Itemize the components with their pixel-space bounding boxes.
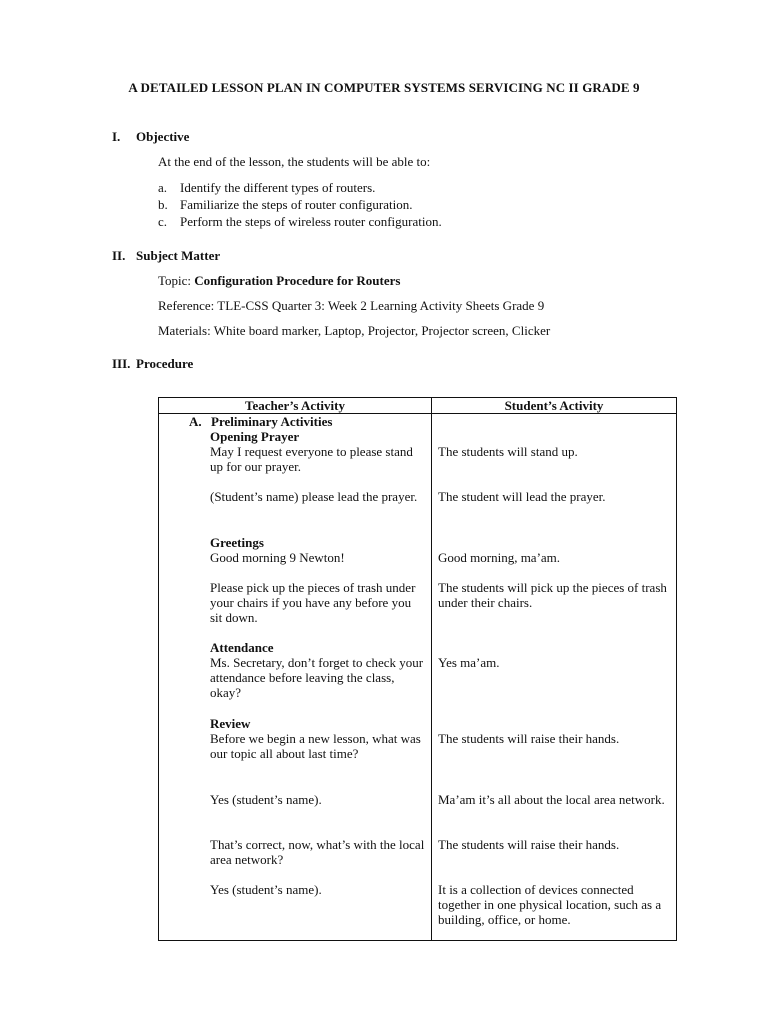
student-line: The student will lead the prayer. [438, 489, 606, 504]
teacher-line: Before we begin a new lesson, what was our topic all about last time? [210, 731, 421, 761]
objective-intro: At the end of the lesson, the students will be able to: [158, 154, 431, 169]
student-activity-header: Student’s Activity [504, 398, 604, 413]
teacher-line: Ms. Secretary, don’t forget to check your attendance before leaving the class, okay? [210, 655, 424, 700]
student-line: The students will stand up. [438, 444, 578, 459]
topic-value: Configuration Procedure for Routers [194, 273, 401, 288]
topic-label: Topic: [158, 273, 195, 288]
procedure-table [158, 397, 677, 941]
greetings-heading: Greetings [210, 535, 264, 550]
section-title: Procedure [136, 356, 194, 371]
student-line: The students will pick up the pieces of trash under their chairs. [438, 580, 667, 610]
objective-item-a [158, 180, 375, 195]
list-text: Identify the different types of routers. [180, 180, 376, 195]
teacher-line: Please pick up the pieces of trash under your chairs if you have any before you sit down. [210, 580, 416, 625]
subject-topic [158, 273, 400, 288]
student-line: Ma’am it’s all about the local area network. [438, 792, 665, 807]
list-text: Familiarize the steps of router configuration. [180, 197, 413, 212]
column-divider [431, 398, 432, 940]
list-letter: c. [158, 214, 168, 229]
student-line: Yes ma’am. [438, 655, 500, 670]
teacher-line: Yes (student’s name). [210, 792, 322, 807]
sub-title: Preliminary Activities [211, 414, 333, 429]
section-title: Subject Matter [136, 248, 221, 263]
section-number: III. [112, 356, 131, 371]
section-procedure-heading [112, 356, 193, 371]
section-title: Objective [136, 129, 190, 144]
objective-item-b [158, 197, 412, 212]
section-subject-matter-heading [112, 248, 220, 263]
student-line: Good morning, ma’am. [438, 550, 561, 565]
list-letter: b. [158, 197, 168, 212]
subject-reference: Reference: TLE-CSS Quarter 3: Week 2 Learning Activity Sheets Grade 9 [158, 298, 545, 313]
document-title: A DETAILED LESSON PLAN IN COMPUTER SYSTEMS SERVICING NC II GRADE 9 [128, 80, 640, 95]
teacher-line: May I request everyone to please stand up for our prayer. [210, 444, 413, 474]
section-objective-heading [112, 129, 189, 144]
section-number: I. [112, 129, 121, 144]
sub-letter: A. [189, 414, 202, 429]
student-line: The students will raise their hands. [438, 731, 620, 746]
student-line: It is a collection of devices connected together in one physical location, such as a building, office, or home. [438, 882, 662, 927]
review-heading: Review [210, 716, 251, 731]
list-text: Perform the steps of wireless router configuration. [180, 214, 442, 229]
teacher-activity-header: Teacher’s Activity [244, 398, 345, 413]
student-line: The students will raise their hands. [438, 837, 620, 852]
teacher-line: That’s correct, now, what’s with the local area network? [210, 837, 425, 867]
teacher-line: Yes (student’s name). [210, 882, 322, 897]
teacher-line: (Student’s name) please lead the prayer. [210, 489, 418, 504]
subject-materials: Materials: White board marker, Laptop, Projector, Projector screen, Clicker [158, 323, 551, 338]
teacher-line: Good morning 9 Newton! [210, 550, 345, 565]
list-letter: a. [158, 180, 168, 195]
opening-prayer-heading: Opening Prayer [210, 429, 300, 444]
preliminary-activities-heading [189, 414, 332, 429]
section-number: II. [112, 248, 126, 263]
objective-item-c [158, 214, 442, 229]
attendance-heading: Attendance [210, 640, 274, 655]
